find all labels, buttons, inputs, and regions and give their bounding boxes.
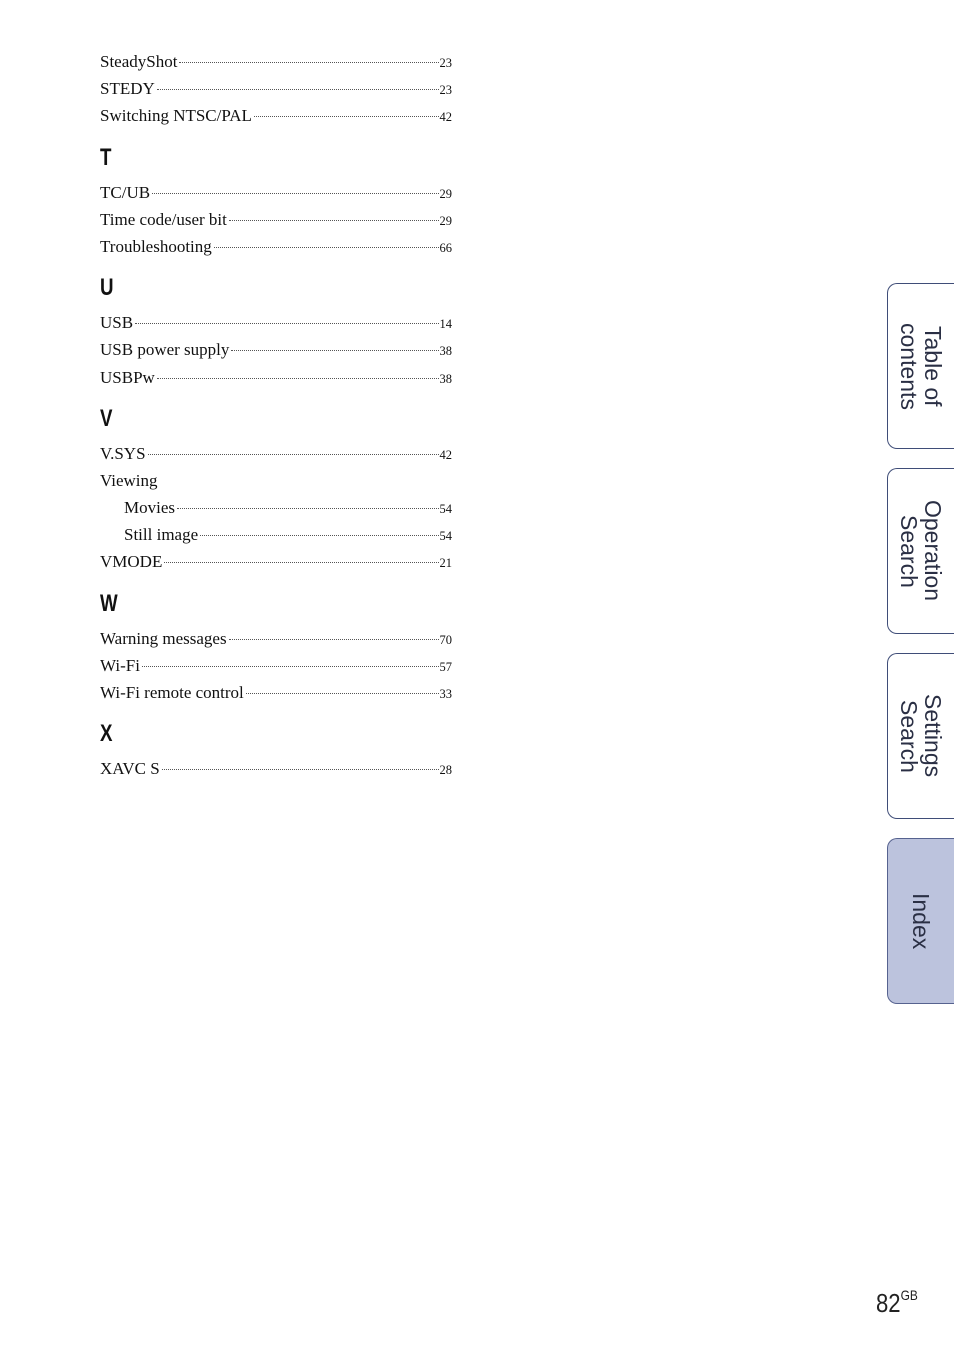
index-term: STEDY xyxy=(100,79,155,99)
dot-leader xyxy=(177,507,439,509)
index-entry-movies[interactable] xyxy=(100,494,452,521)
index-page-link[interactable]: 14 xyxy=(439,317,452,332)
section-letter-heading: V xyxy=(100,404,113,432)
tab-operation-search[interactable] xyxy=(887,468,954,634)
index-page-link[interactable]: 70 xyxy=(439,632,452,647)
index-term: Troubleshooting xyxy=(100,236,212,256)
dot-leader xyxy=(162,768,439,770)
index-entry-stedy[interactable] xyxy=(100,75,452,102)
index-page-link[interactable]: 54 xyxy=(439,529,452,544)
index-page-link[interactable]: 28 xyxy=(439,763,452,778)
index-term: USBPw xyxy=(100,367,155,387)
index-list xyxy=(100,48,452,798)
tab-label: Table of contents xyxy=(896,322,946,410)
dot-leader xyxy=(200,534,438,536)
page-number-value: 82 xyxy=(876,1288,901,1318)
index-entry-steadyshot[interactable] xyxy=(100,48,452,75)
index-page-link[interactable]: 29 xyxy=(439,186,452,201)
index-term: USB xyxy=(100,313,134,333)
index-entry-usb-power-supply[interactable] xyxy=(100,336,452,363)
dot-leader xyxy=(179,61,438,63)
index-entry-tc-ub[interactable] xyxy=(100,179,452,206)
index-term: Time code/user bit xyxy=(100,209,227,229)
tab-label: Operation Search xyxy=(896,500,946,602)
dot-leader xyxy=(254,115,439,117)
section-letter-heading: U xyxy=(100,274,114,302)
index-page-link[interactable]: 38 xyxy=(439,344,452,359)
index-term: TC/UB xyxy=(100,182,151,202)
index-page-link[interactable]: 54 xyxy=(439,502,452,517)
index-entry-time-code-user-bit[interactable] xyxy=(100,206,452,233)
index-section-w xyxy=(100,589,452,707)
dot-leader xyxy=(157,88,439,90)
dot-leader xyxy=(152,192,438,194)
dot-leader xyxy=(157,377,439,379)
index-entry-usb[interactable] xyxy=(100,309,452,336)
section-letter-heading: W xyxy=(100,589,118,617)
index-term: Still image xyxy=(124,525,199,545)
index-term: Warning messages xyxy=(100,628,227,648)
index-term: Viewing xyxy=(100,470,158,490)
index-page-link[interactable]: 42 xyxy=(439,447,452,462)
dot-leader xyxy=(229,638,439,640)
index-entry-usbpw[interactable] xyxy=(100,364,452,391)
index-page-link[interactable]: 29 xyxy=(439,213,452,228)
page-number-suffix: GB xyxy=(900,1287,918,1304)
tab-index[interactable] xyxy=(887,838,954,1004)
index-entry-troubleshooting[interactable] xyxy=(100,233,452,260)
dot-leader xyxy=(135,322,438,324)
index-page-link[interactable]: 23 xyxy=(439,56,452,70)
dot-leader xyxy=(148,453,439,455)
index-entry-still-image[interactable] xyxy=(100,521,452,548)
index-page-link[interactable]: 66 xyxy=(439,240,452,255)
index-group-continued xyxy=(100,48,452,130)
index-term: Wi-Fi remote control xyxy=(100,683,244,702)
index-entry-wi-fi[interactable] xyxy=(100,652,452,679)
index-entry-wi-fi-remote-control[interactable] xyxy=(100,679,452,706)
index-entry-warning-messages[interactable] xyxy=(100,625,452,652)
dot-leader xyxy=(229,219,439,221)
tab-table-of-contents[interactable] xyxy=(887,283,954,449)
index-section-x xyxy=(100,722,452,782)
index-term: Switching NTSC/PAL xyxy=(100,106,252,126)
index-page-link[interactable]: 42 xyxy=(439,110,452,125)
dot-leader xyxy=(231,349,438,351)
index-section-u xyxy=(100,276,452,391)
index-entry-vmode[interactable] xyxy=(100,548,452,575)
index-entry-v-sys[interactable] xyxy=(100,440,452,467)
index-section-t xyxy=(100,143,452,261)
index-page-link[interactable]: 21 xyxy=(439,556,452,571)
index-term: Wi-Fi xyxy=(100,655,140,675)
index-entry-switching-ntsc-pal[interactable] xyxy=(100,102,452,129)
index-term: SteadyShot xyxy=(100,52,178,71)
tab-label: Settings Search xyxy=(896,694,946,778)
index-page-link[interactable]: 23 xyxy=(439,83,452,98)
tab-settings-search[interactable] xyxy=(887,653,954,819)
dot-leader xyxy=(214,246,439,248)
index-term: Movies xyxy=(124,498,175,518)
index-term: VMODE xyxy=(100,552,163,572)
index-section-v xyxy=(100,404,452,576)
page-number xyxy=(876,1288,918,1319)
index-page-link[interactable]: 38 xyxy=(439,371,452,386)
tab-label: Index xyxy=(908,892,934,950)
index-page-link[interactable]: 33 xyxy=(439,687,452,701)
section-letter-heading: X xyxy=(100,720,113,748)
index-term: USB power supply xyxy=(100,340,230,360)
dot-leader xyxy=(246,692,439,694)
index-term: XAVC S xyxy=(100,759,160,779)
section-letter-heading: T xyxy=(100,143,112,171)
index-entry-xavc-s[interactable] xyxy=(100,755,452,782)
index-entry-viewing[interactable] xyxy=(100,467,452,494)
index-term: V.SYS xyxy=(100,443,146,463)
index-page-link[interactable]: 57 xyxy=(439,659,452,674)
dot-leader xyxy=(164,561,438,563)
dot-leader xyxy=(142,665,439,667)
